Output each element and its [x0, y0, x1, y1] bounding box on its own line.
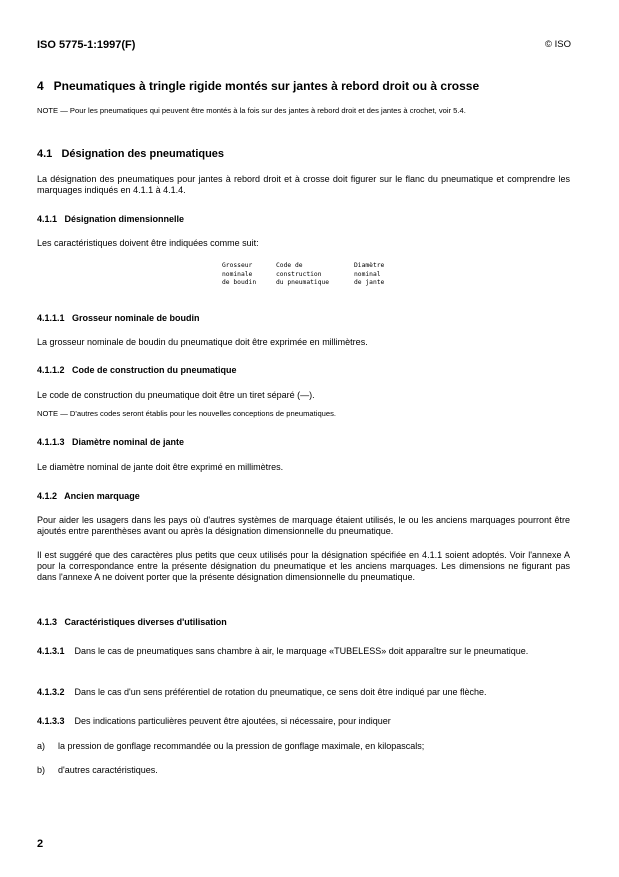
clause-4-1-3-2 [37, 687, 570, 698]
clause-4-1-3-3-number: 4.1.3.3 [37, 716, 65, 726]
list-item-a-text: la pression de gonflage recommandée ou la pression de gonflage maximale, en kilopascals; [58, 741, 425, 751]
designation-diagram [222, 262, 402, 294]
page-number: 2 [37, 838, 44, 850]
list-item-a [37, 741, 570, 752]
list-item-b [37, 765, 570, 776]
document-id: ISO 5775-1:1997(F) [37, 39, 136, 51]
section-4-1-1-text: Les caractéristiques doivent être indiquées comme suit: [37, 238, 259, 248]
clause-4-1-3-1-text: Dans le cas de pneumatiques sans chambre à air, le marquage «TUBELESS» doit apparaître sur le pneumatique. [74, 646, 529, 656]
section-4-1-3-heading: 4.1.3 Caractéristiques diverses d'utilisation [37, 617, 227, 627]
section-4-1-2-text-2: Il est suggéré que des caractères plus petits que ceux utilisés pour la désignation spécifiée en 4.1.1 soient adoptés. Voir l'annexe A pour la correspondance entre la présente désignation du pneumatique et les anciens marquages. Les dimensions ne figurant pas dans l'annexe A ne doivent porter que la présente désignation dimensionnelle du pneumatique. [37, 550, 570, 582]
clause-4-1-3-2-text: Dans le cas d'un sens préférentiel de rotation du pneumatique, ce sens doit être indiqué par une flèche. [74, 687, 487, 697]
section-4-1-1-heading: 4.1.1 Désignation dimensionnelle [37, 214, 185, 224]
clause-4-1-3-3-text: Des indications particulières peuvent être ajoutées, si nécessaire, pour indiquer [74, 716, 391, 726]
list-item-b-text: d'autres caractéristiques. [58, 765, 158, 775]
clause-4-1-3-2-number: 4.1.3.2 [37, 687, 65, 697]
list-item-a-label: a) [37, 741, 46, 751]
copyright-notice: © ISO [544, 39, 571, 50]
list-item-b-label: b) [37, 765, 46, 775]
section-4-1-1-2-text: Le code de construction du pneumatique doit être un tiret séparé (—). [37, 390, 315, 400]
section-4-1-2-text-1: Pour aider les usagers dans les pays où d'autres systèmes de marquage étaient utilisés, le ou les anciens marquages pourront être ajoutés entre parenthèses avant ou après la désignation dimensionnelle du pneumatique. [37, 515, 570, 536]
section-4-1-1-1-heading: 4.1.1.1 Grosseur nominale de boudin [37, 313, 200, 323]
section-4-note: NOTE — Pour les pneumatiques qui peuvent être montés à la fois sur des jantes à rebord droit et des jantes à crochet, voir 5.4. [37, 106, 466, 115]
section-4-1-1-1-text: La grosseur nominale de boudin du pneumatique doit être exprimée en millimètres. [37, 337, 368, 347]
section-4-1-text: La désignation des pneumatiques pour jantes à rebord droit et à crosse doit figurer sur le flanc du pneumatique et comprendre les marquages indiqués en 4.1.1 à 4.1.4. [37, 174, 570, 195]
clause-4-1-3-1 [37, 646, 570, 657]
section-4-1-2-heading: 4.1.2 Ancien marquage [37, 491, 140, 501]
section-4-1-1-3-text: Le diamètre nominal de jante doit être exprimé en millimètres. [37, 462, 284, 472]
section-4-1-1-2-note: NOTE — D'autres codes seront établis pour les nouvelles conceptions de pneumatiques. [37, 409, 337, 418]
diagram-label-construction-code: Code de construction du pneumatique [276, 262, 330, 287]
section-4-heading: 4 Pneumatiques à tringle rigide montés sur jantes à rebord droit ou à crosse [37, 79, 480, 93]
clause-4-1-3-3 [37, 716, 570, 727]
section-4-1-1-2-heading: 4.1.1.2 Code de construction du pneumatique [37, 365, 237, 375]
diagram-label-rim-diameter: Diamètre nominal de jante [354, 262, 385, 287]
diagram-label-section-width: Grosseur nominale de boudin [222, 262, 257, 287]
section-4-1-1-3-heading: 4.1.1.3 Diamètre nominal de jante [37, 437, 185, 447]
section-4-1-heading: 4.1 Désignation des pneumatiques [37, 148, 225, 160]
clause-4-1-3-1-number: 4.1.3.1 [37, 646, 65, 656]
